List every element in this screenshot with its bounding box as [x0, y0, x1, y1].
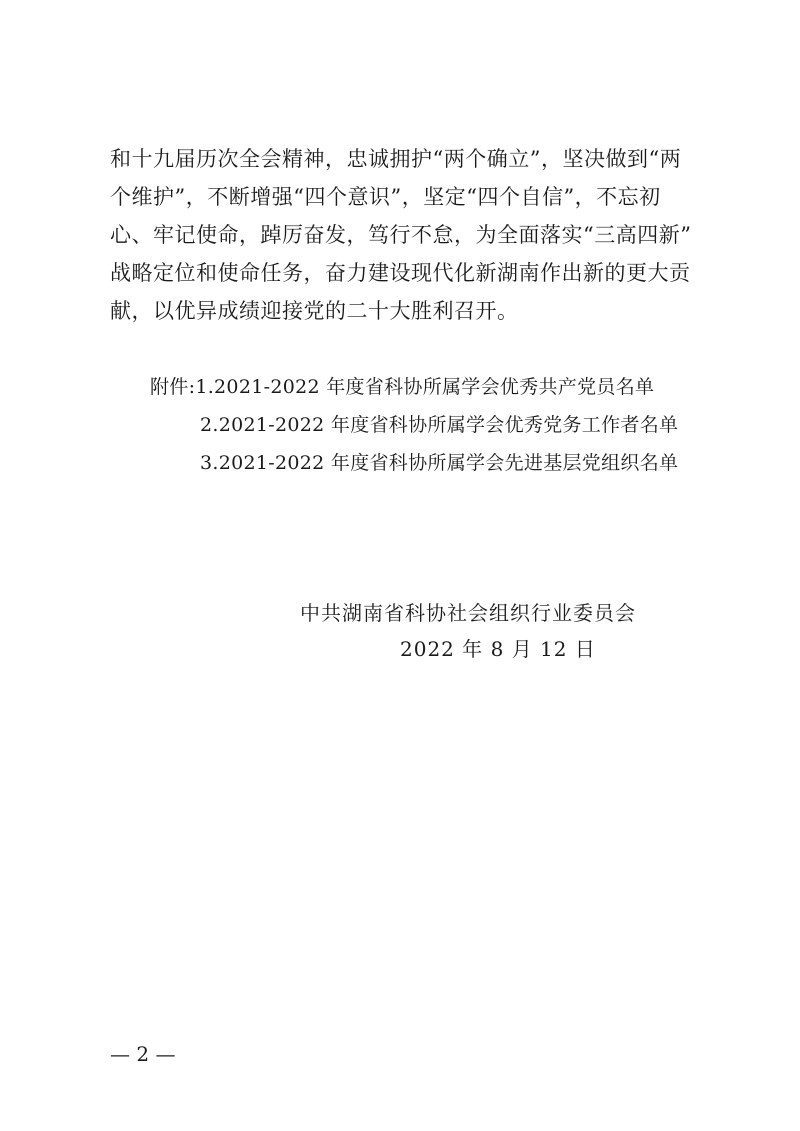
attachment-item-3	[150, 444, 750, 482]
attachment-title: 2.2021-2022 年度省科协所属学会优秀党务工作者名单	[200, 414, 679, 436]
attachment-item-1	[150, 368, 750, 406]
page-number: — 2 —	[110, 1042, 176, 1066]
attachment-title: 1.2021-2022 年度省科协所属学会优秀共产党员名单	[195, 376, 655, 398]
body-line: 献，以优异成绩迎接党的二十大胜利召开。	[110, 299, 519, 323]
signing-organization: 中共湖南省科协社会组织行业委员会	[300, 601, 636, 625]
attachments-prefix: 附件:	[150, 376, 196, 398]
signing-date: 2022 年 8 月 12 日	[400, 637, 596, 661]
body-line: 心、牢记使命，踔厉奋发，笃行不怠，为全面落实“三高四新”	[110, 223, 692, 247]
attachment-title: 3.2021-2022 年度省科协所属学会先进基层党组织名单	[200, 452, 679, 474]
attachment-item-2	[150, 406, 750, 444]
signature-block	[300, 595, 680, 667]
body-line: 和十九届历次全会精神，忠诚拥护“两个确立”，坚决做到“两	[110, 147, 682, 171]
body-line: 个维护”，不断增强“四个意识”，坚定“四个自信”，不忘初	[110, 185, 661, 209]
body-line: 战略定位和使命任务，奋力建设现代化新湖南作出新的更大贡	[110, 261, 691, 285]
body-paragraph	[110, 140, 700, 330]
attachments-list	[150, 368, 750, 482]
